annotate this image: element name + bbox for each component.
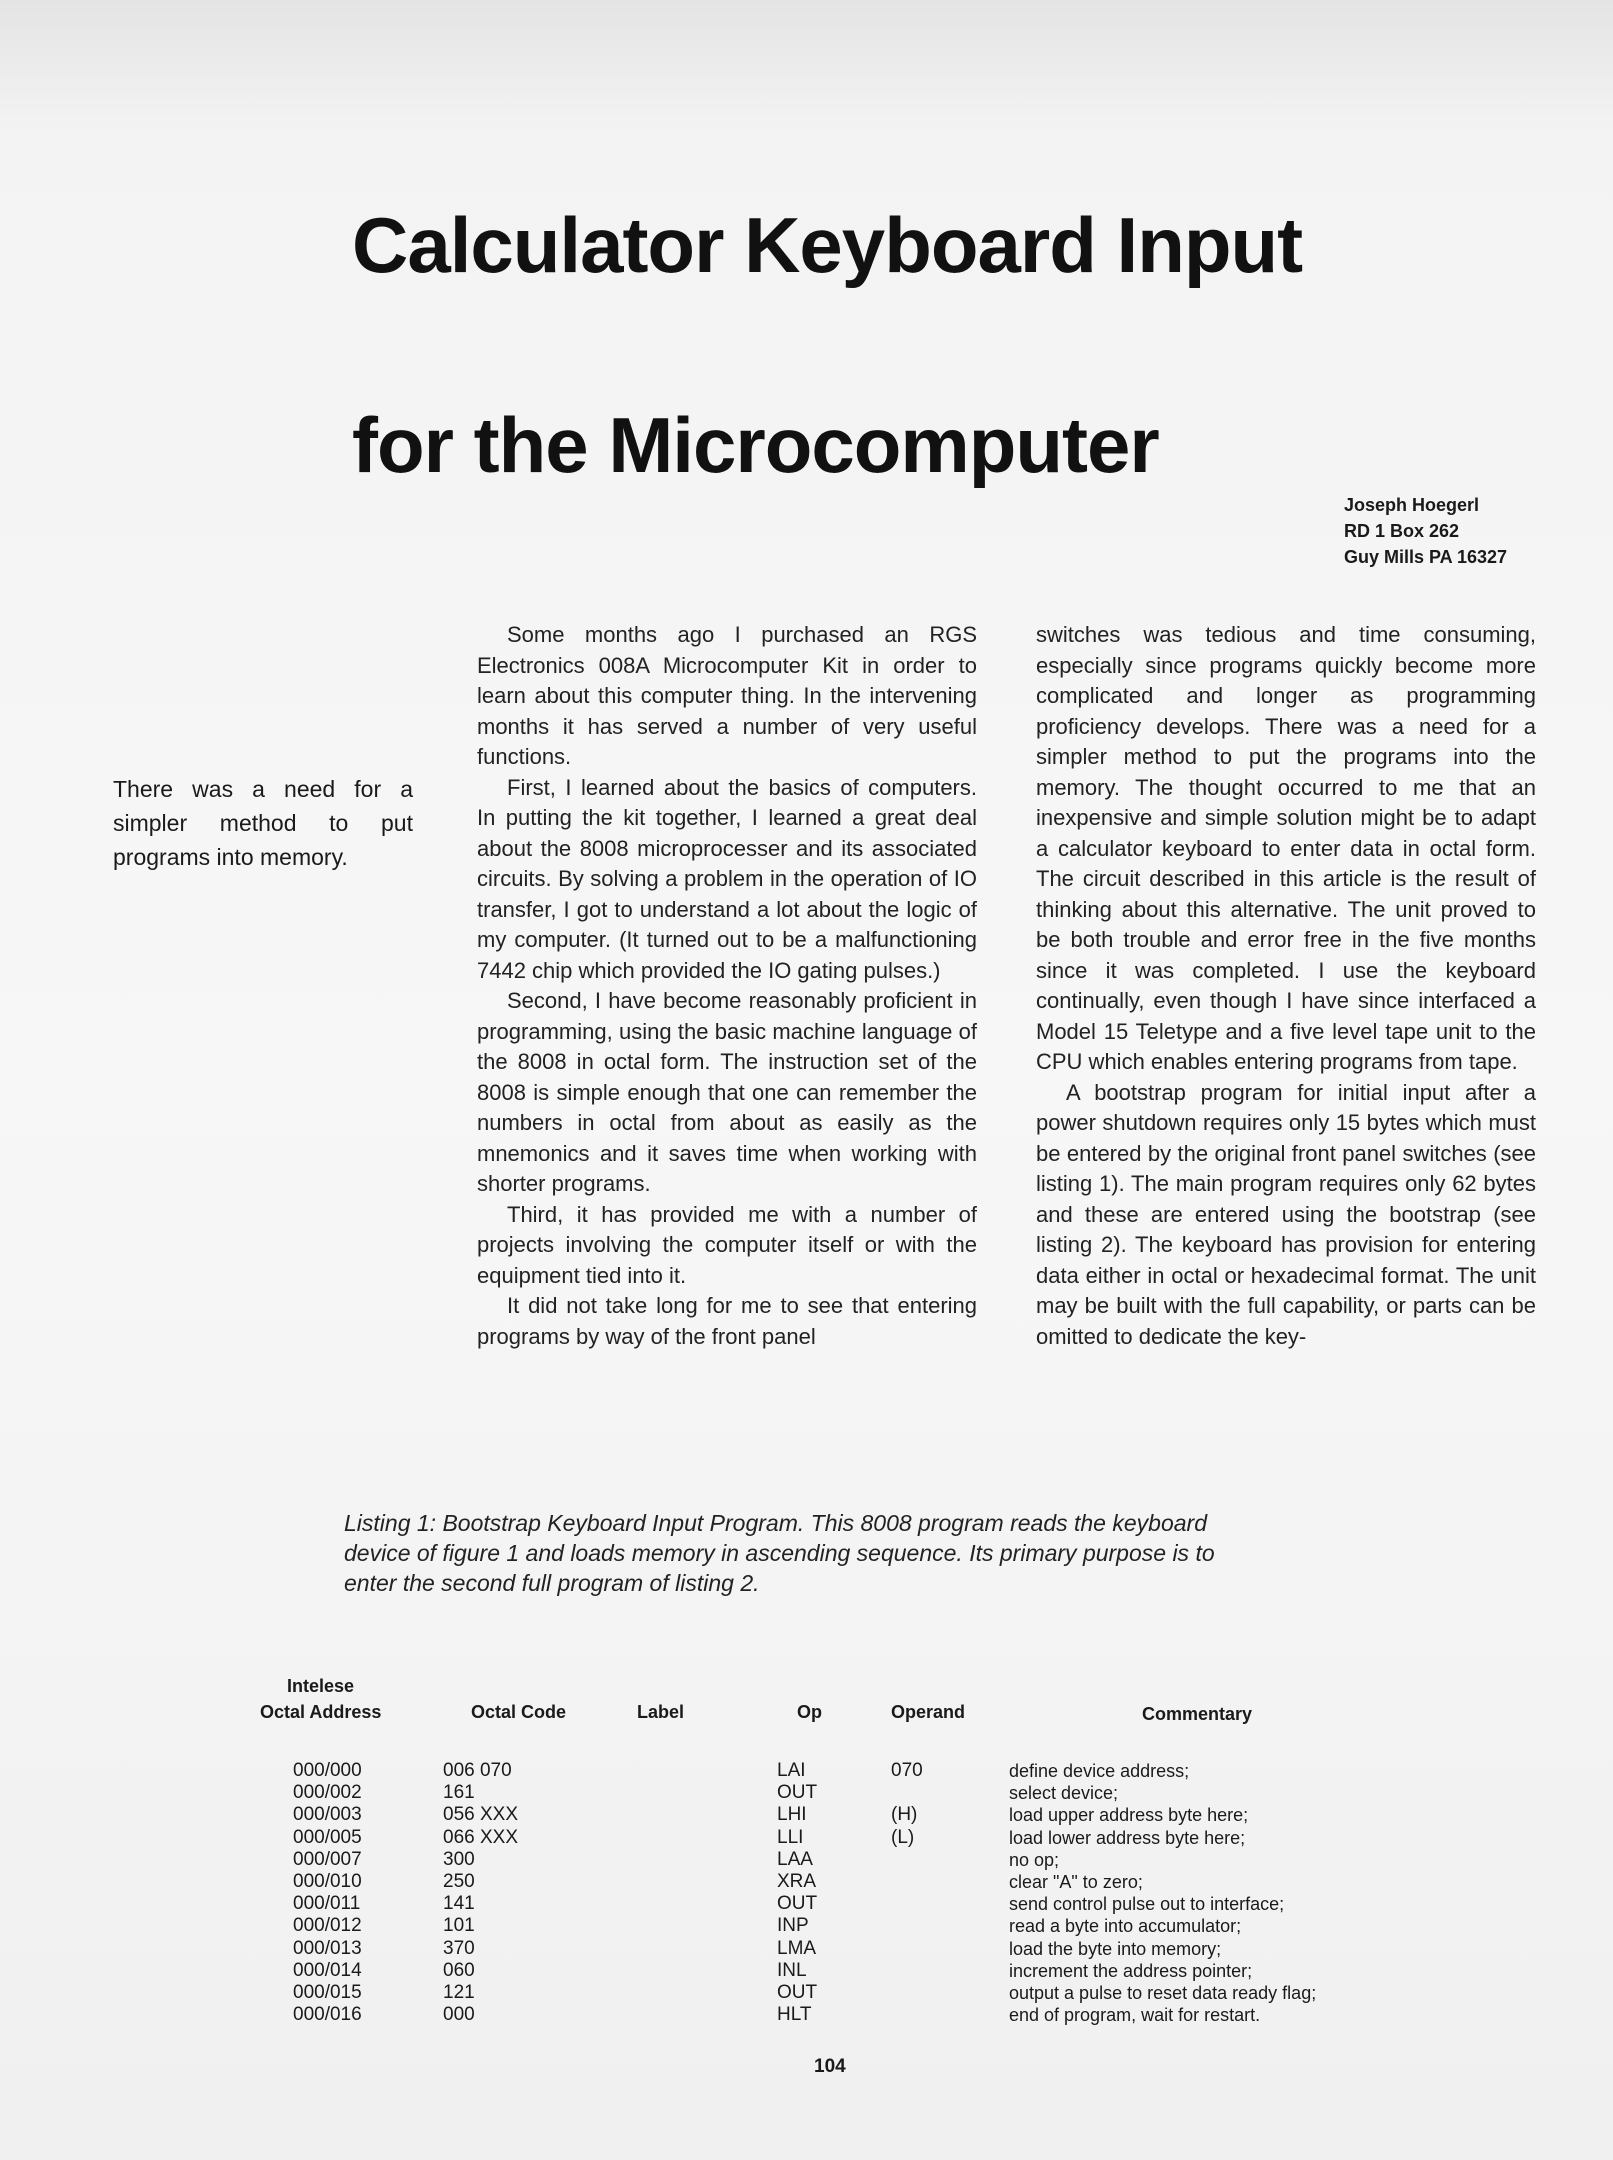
author-address-1: RD 1 Box 262 (1344, 521, 1460, 541)
op-cell: INL (777, 1959, 807, 1981)
op-cell: XRA (777, 1871, 817, 1892)
address-cell: 000/011 (293, 1893, 361, 1915)
address-cell: 000/002 (293, 1782, 362, 1804)
address-cell: 000/005 (293, 1826, 362, 1848)
table-row (0, 1827, 1613, 1849)
code-cell: 250 (443, 1871, 475, 1892)
header-operand: Operand (891, 1702, 966, 1722)
commentary-cell: increment the address pointer; (1009, 1960, 1253, 1981)
header-commentary: Commentary (1142, 1704, 1253, 1724)
body-column-left (477, 620, 977, 1352)
table-row (0, 1849, 1613, 1871)
operand-cell: (L) (891, 1826, 915, 1848)
commentary-cell: clear "A" to zero; (1009, 1872, 1143, 1892)
op-cell: LLI (777, 1826, 804, 1848)
commentary-cell: end of program, wait for restart. (1009, 2005, 1261, 2026)
code-cell: 006 070 (443, 1760, 512, 1781)
address-cell: 000/000 (293, 1760, 362, 1781)
commentary-cell: load the byte into memory; (1009, 1938, 1222, 1959)
code-cell: 161 (443, 1782, 475, 1804)
address-cell: 000/015 (293, 1982, 362, 2003)
commentary-cell: select device; (1009, 1783, 1119, 1804)
pull-quote: There was a need for a simpler method to put programs into memory. (113, 776, 413, 870)
title-line-1: Calculator Keyboard Input (352, 201, 1303, 289)
table-row (0, 1938, 1613, 1960)
commentary-cell: load upper address byte here; (1009, 1805, 1249, 1826)
address-cell: 000/016 (293, 2004, 362, 2026)
code-cell: 000 (443, 2004, 475, 2026)
author-name: Joseph Hoegerl (1344, 495, 1480, 515)
op-cell: LAI (777, 1760, 806, 1781)
op-cell: OUT (777, 1893, 818, 1915)
author-address-2: Guy Mills PA 16327 (1344, 547, 1508, 567)
header-octal-code: Octal Code (471, 1702, 567, 1722)
op-cell: HLT (777, 2004, 812, 2026)
commentary-cell: define device address; (1009, 1761, 1190, 1781)
op-cell: OUT (777, 1782, 818, 1804)
header-label: Label (637, 1702, 685, 1722)
address-cell: 000/003 (293, 1804, 362, 1826)
code-cell: 066 XXX (443, 1826, 518, 1848)
address-cell: 000/012 (293, 1915, 362, 1937)
listing-caption: Listing 1: Bootstrap Keyboard Input Program. This 8008 program reads the keyboard device of figure 1 and loads memory in ascending sequence. Its primary purpose is to enter the second full program of listing 2. (344, 1510, 1215, 1596)
table-row (0, 1871, 1613, 1893)
op-cell: LAA (777, 1848, 813, 1870)
op-cell: INP (777, 1915, 809, 1937)
table-row (0, 1915, 1613, 1937)
commentary-cell: no op; (1009, 1849, 1060, 1870)
paragraph: First, I learned about the basics of computers. In putting the kit together, I learned a great deal about the 8008 microprocesser and its associated circuits. By solving a problem in the operation of IO transfer, I got to understand a lot about the logic of my computer. (It turned out to be a malfunctioning 7442 chip which provided the IO gating pulses.) (477, 774, 977, 983)
paragraph: Second, I have become reasonably proficient in programming, using the basic machine language of the 8008 in octal form. The instruction set of the 8008 is simple enough that one can remember the numbers in octal from about as easily as the mnemonics and it saves time when working with shorter programs. (477, 988, 977, 1196)
address-cell: 000/014 (293, 1959, 362, 1981)
table-row (0, 1782, 1613, 1804)
address-cell: 000/013 (293, 1937, 362, 1959)
author-block (1344, 492, 1507, 570)
op-cell: LMA (777, 1937, 817, 1959)
header-intelese: Intelese (287, 1676, 355, 1696)
code-cell: 370 (443, 1937, 475, 1959)
operand-cell: (H) (891, 1804, 918, 1826)
paragraph: switches was tedious and time consuming, especially since programs quickly become more complicated and longer as programming proficiency develops. There was a need for a simpler method to put the programs into the memory. The thought occurred to me that an inexpensive and simple solution might be to adapt a calculator keyboard to enter data in octal form. The circuit described in this article is the result of thinking about this alternative. The unit proved to be both trouble and error free in the five months since it was completed. I use the keyboard continually, even though I have since interfaced a Model 15 Teletype and a five level tape unit to the CPU which enables entering programs from tape. (1036, 622, 1536, 1074)
paragraph: Some months ago I purchased an RGS Electronics 008A Microcomputer Kit in order to learn about this computer thing. In the intervening months it has served a number of very useful functions. (477, 622, 977, 769)
op-cell: OUT (777, 1982, 818, 2003)
operand-cell: 070 (891, 1760, 923, 1781)
commentary-cell: output a pulse to reset data ready flag; (1009, 1983, 1317, 2003)
code-cell: 101 (443, 1915, 475, 1937)
title-line-2: for the Microcomputer (352, 401, 1159, 489)
op-cell: LHI (777, 1804, 807, 1826)
address-cell: 000/007 (293, 1848, 362, 1870)
code-cell: 141 (443, 1893, 475, 1915)
code-cell: 121 (443, 1982, 475, 2003)
body-column-right (1036, 620, 1536, 1352)
header-op: Op (797, 1702, 822, 1722)
table-row (0, 1893, 1613, 1915)
page-number: 104 (814, 2056, 846, 2077)
table-row (0, 1960, 1613, 1982)
table-row (0, 1804, 1613, 1826)
code-cell: 300 (443, 1848, 475, 1870)
commentary-cell: send control pulse out to interface; (1009, 1894, 1285, 1915)
table-row (0, 2004, 1613, 2026)
paragraph: It did not take long for me to see that entering programs by way of the front panel (477, 1293, 977, 1349)
header-octal-address: Octal Address (260, 1702, 382, 1722)
table-row (0, 1760, 1613, 1782)
table-row (0, 1982, 1613, 2004)
commentary-cell: load lower address byte here; (1009, 1827, 1246, 1848)
commentary-cell: read a byte into accumulator; (1009, 1916, 1242, 1937)
code-cell: 060 (443, 1959, 475, 1981)
paragraph: Third, it has provided me with a number of projects involving the computer itself or with the equipment tied into it. (477, 1201, 977, 1288)
address-cell: 000/010 (293, 1871, 362, 1892)
paragraph: A bootstrap program for initial input after a power shutdown requires only 15 bytes which must be entered by the original front panel switches (see listing 1). The main program requires only 62 bytes and these are entered using the bootstrap (see listing 2). The keyboard has provision for entering data either in octal or hexadecimal format. The unit may be built with the full capability, or parts can be omitted to dedicate the key- (1036, 1079, 1536, 1349)
code-cell: 056 XXX (443, 1804, 518, 1826)
